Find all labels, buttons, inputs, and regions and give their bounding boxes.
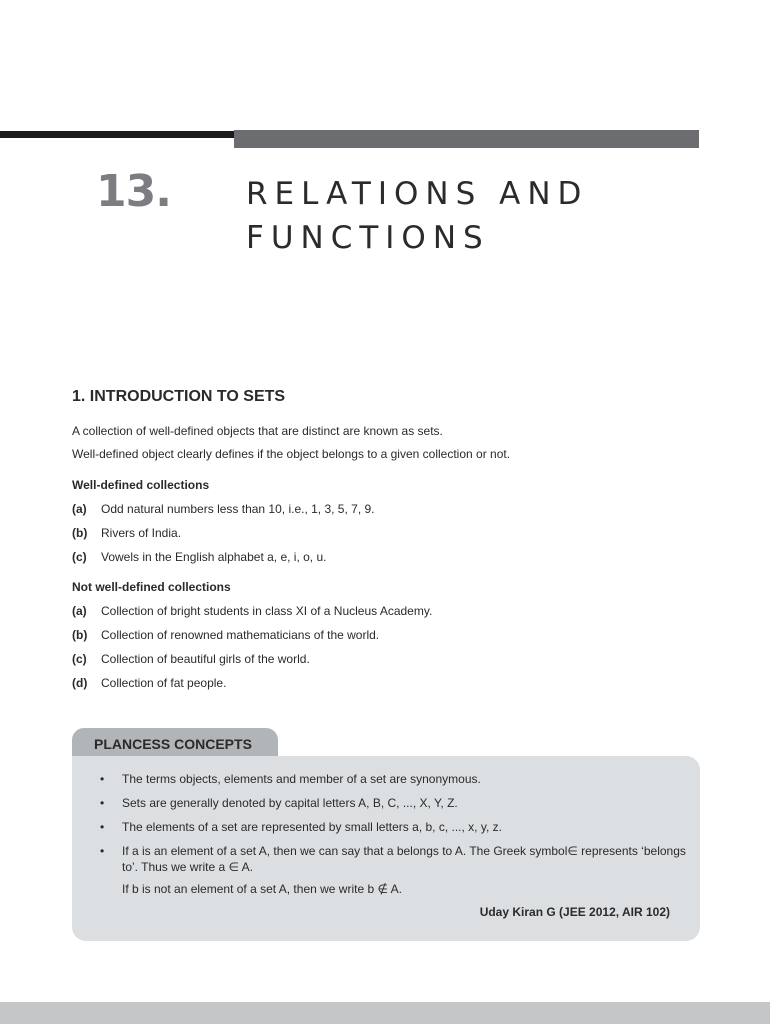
list-item: [72, 526, 181, 540]
list-item: [72, 628, 379, 642]
bullet-icon: •: [100, 820, 105, 834]
bullet-icon: •: [100, 772, 105, 786]
chapter-title: [246, 172, 666, 260]
section-heading: 1. INTRODUCTION TO SETS: [72, 388, 286, 405]
list-item-label: (b): [72, 526, 88, 540]
list-item-label: (c): [72, 550, 87, 564]
chapter-title-line2: FUNCTIONS: [246, 220, 490, 256]
list-item-label: (b): [72, 628, 88, 642]
not-well-defined-heading: Not well-defined collections: [72, 580, 231, 594]
list-item-text: Vowels in the English alphabet a, e, i, o, u.: [101, 550, 327, 564]
chapter-title-line1: RELATIONS AND: [246, 176, 589, 212]
list-item: [72, 652, 310, 666]
intro-paragraph-2: Well-defined object clearly defines if the object belongs to a given collection or not.: [72, 447, 511, 461]
concept-text: If a is an element of a set A, then we can say that a belongs to A. The Greek symbol∈ represents ‘belongs to’. Thus we write a ∈ A.: [122, 844, 686, 874]
footer-bar: [0, 1002, 770, 1024]
list-item-label: (a): [72, 502, 87, 516]
bullet-icon: •: [100, 844, 105, 858]
chapter-number: 13.: [96, 166, 171, 217]
concepts-tab-label: PLANCESS CONCEPTS: [94, 736, 252, 752]
header-rule-gray: [234, 130, 699, 148]
list-item-text: Collection of renowned mathematicians of the world.: [101, 628, 380, 642]
concept-text: The elements of a set are represented by small letters a, b, c, ..., x, y, z.: [122, 820, 502, 834]
intro-paragraph-1: A collection of well-defined objects that are distinct are known as sets.: [72, 424, 443, 438]
well-defined-heading: Well-defined collections: [72, 478, 210, 492]
list-item: [72, 676, 226, 690]
concept-text: Sets are generally denoted by capital letters A, B, C, ..., X, Y, Z.: [122, 796, 458, 810]
concept-attribution: Uday Kiran G (JEE 2012, AIR 102): [479, 905, 670, 919]
list-item-label: (d): [72, 676, 88, 690]
list-item: [72, 550, 326, 564]
list-item-text: Collection of beautiful girls of the world.: [101, 652, 310, 666]
concept-note: If b is not an element of a set A, then we write b ∉ A.: [122, 882, 402, 896]
concept-text: The terms objects, elements and member of a set are synonymous.: [122, 772, 481, 786]
list-item: [72, 604, 432, 618]
list-item-label: (c): [72, 652, 87, 666]
list-item-label: (a): [72, 604, 87, 618]
list-item-text: Rivers of India.: [101, 526, 182, 540]
bullet-icon: •: [100, 796, 105, 810]
list-item-text: Collection of fat people.: [101, 676, 227, 690]
list-item-text: Odd natural numbers less than 10, i.e., 1, 3, 5, 7, 9.: [101, 502, 375, 516]
header-rule-dark: [0, 131, 234, 138]
list-item: [72, 502, 375, 516]
list-item-text: Collection of bright students in class XI of a Nucleus Academy.: [101, 604, 433, 618]
